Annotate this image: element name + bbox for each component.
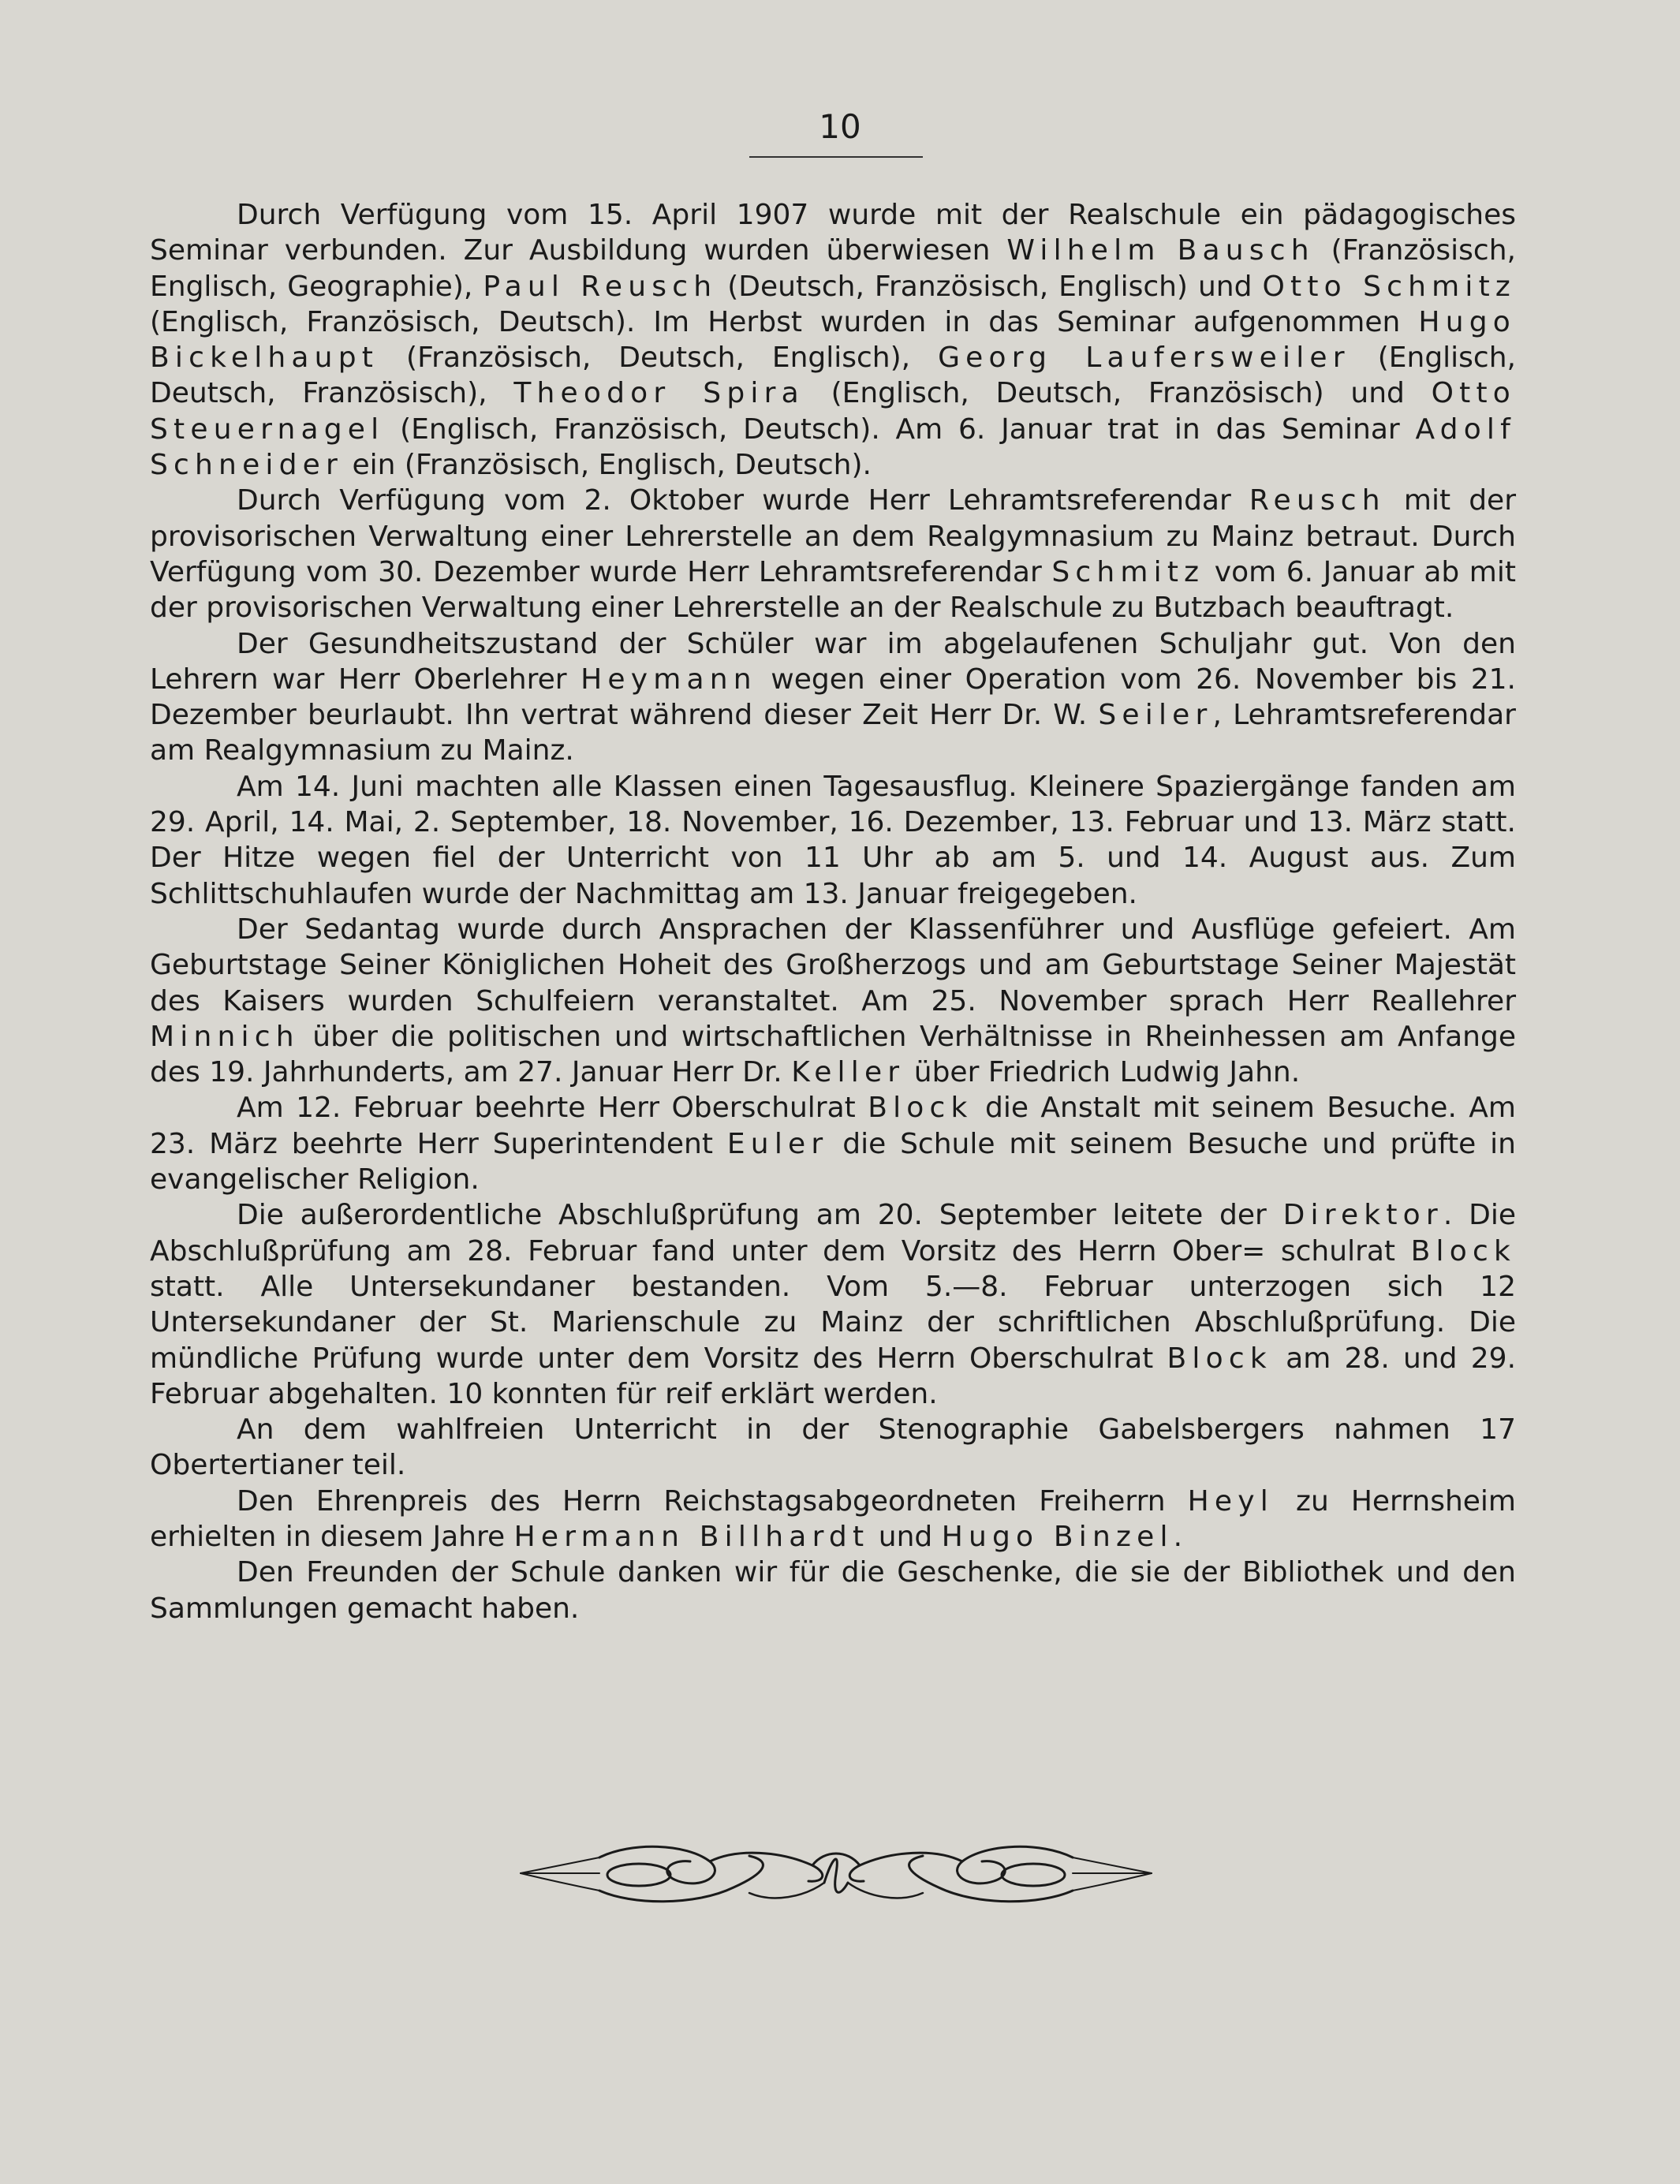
- text-run: Am 14. Juni machten alle Klassen einen Tagesausflug. Kleinere Spaziergänge fanden am 29. April, 14. Mai, 2. September, 18. November, 16. Dezember, 13. Februar und 13. März statt. Der Hitze wegen fiel der Unterricht von 11 Uhr ab am 5. und 14. August aus. Zum Schlittschuhlaufen wurde der Nachmittag am 13. Januar freigegeben.: [150, 770, 1516, 910]
- spaced-name: Block: [868, 1092, 973, 1125]
- paragraph: [150, 626, 1516, 769]
- spaced-name: Keller: [791, 1056, 905, 1089]
- spaced-name: Hermann Billhardt: [513, 1520, 870, 1553]
- spaced-name: Otto Steuernagel: [150, 377, 1517, 446]
- text-run: Den Ehrenpreis des Herrn Reichstagsabgeordneten Freiherrn: [237, 1484, 1188, 1518]
- page-number: 10: [819, 107, 861, 146]
- document-body: [150, 197, 1516, 1626]
- text-run: Die außerordentliche Abschlußprüfung am 20. September leitete der: [237, 1199, 1283, 1232]
- text-run: die Anstalt mit seinem Besuche. Am 23. März beehrte Herr Superintendent: [150, 1092, 1516, 1160]
- text-run: Der Sedantag wurde durch Ansprachen der Klassenführer und Ausflüge gefeiert. Am Geburtstage Seiner Königlichen Hoheit des Großherzogs und am Geburtstage Seiner Majestät des Kaisers wurden Schulfeiern veranstaltet. Am 25. November sprach Herr Reallehrer: [150, 913, 1516, 1017]
- text-run: über Friedrich Ludwig Jahn.: [905, 1056, 1301, 1089]
- paragraph: [150, 197, 1516, 483]
- spaced-name: Hugo Bickelhaupt: [150, 305, 1516, 375]
- text-run: (Französisch, Deutsch, Englisch),: [379, 342, 939, 375]
- paragraph: [150, 1484, 1516, 1555]
- text-run: . Die Abschlußprüfung am 28. Februar fand unter dem Vorsitz des Herrn Ober= schulrat: [150, 1199, 1516, 1267]
- spaced-name: Schmitz: [1051, 555, 1205, 588]
- paragraph: [150, 1197, 1516, 1412]
- text-run: zu Herrnsheim erhielten in diesem Jahre: [150, 1484, 1516, 1553]
- spaced-name: Bausch: [1177, 234, 1315, 267]
- spaced-name: Georg Laufersweiler: [938, 342, 1350, 375]
- text-run: und: [869, 1520, 942, 1553]
- page-number-rule: [749, 156, 923, 158]
- paragraph: [150, 1412, 1516, 1484]
- spaced-name: Seiler: [1098, 699, 1213, 732]
- spaced-name: Hugo Binzel: [941, 1520, 1174, 1553]
- spaced-name: Adolf Schneider: [150, 413, 1516, 482]
- text-run: (Deutsch, Französisch, Englisch) und: [717, 270, 1263, 303]
- text-run: Durch Verfügung vom 2. Oktober wurde Herr Lehramtsreferendar: [237, 484, 1249, 517]
- spaced-name: Wilhelm: [1006, 234, 1161, 267]
- text-run: vom 6. Januar ab mit der provisorischen Verwaltung einer Lehrerstelle an der Realschule zu Butzbach beauftragt.: [150, 555, 1516, 625]
- spaced-name: Otto Schmitz: [1262, 270, 1517, 303]
- text-run: .: [1173, 1520, 1183, 1553]
- spaced-name: Paul Reusch: [483, 270, 718, 303]
- spaced-name: Heymann: [581, 663, 757, 696]
- paragraph: [150, 769, 1516, 912]
- text-run: Der Gesundheitszustand der Schüler war im abgelaufenen Schuljahr gut. Von den Lehrern war Herr Oberlehrer: [150, 627, 1516, 696]
- spaced-name: Block: [1167, 1342, 1272, 1375]
- text-run: (Englisch, Französisch, Deutsch). Im Herbst wurden in das Seminar aufgenommen: [150, 305, 1419, 338]
- ornament-divider: [513, 1834, 1159, 1913]
- spaced-name: Theodor Spira: [513, 377, 805, 410]
- paragraph: [150, 1555, 1516, 1626]
- text-run: (Englisch, Deutsch, Französisch) und: [804, 377, 1432, 410]
- text-run: die Schule mit seinem Besuche und prüfte in evangelischer Religion.: [150, 1127, 1516, 1197]
- text-run: wegen einer Operation vom 26. November bis 21. Dezember beurlaubt. Ihn vertrat während dieser Zeit Herr Dr. W.: [150, 663, 1516, 732]
- paragraph: [150, 1090, 1516, 1197]
- text-run: Am 12. Februar beehrte Herr Oberschulrat: [237, 1092, 868, 1125]
- text-run: ein (Französisch, Englisch, Deutsch).: [343, 449, 872, 482]
- spaced-name: Heyl: [1187, 1484, 1274, 1518]
- spaced-name: Minnich: [150, 1020, 300, 1053]
- text-run: (Französisch, Englisch, Geographie),: [150, 234, 1516, 303]
- text-run: mit der provisorischen Verwaltung einer Lehrerstelle an dem Realgymnasium zu Mainz betraut. Durch Verfügung vom 30. Dezember wurde Herr Lehramtsreferendar: [150, 484, 1517, 588]
- text-run: , Lehramtsreferendar am Realgymnasium zu Mainz.: [150, 699, 1516, 767]
- text-run: am 28. und 29. Februar abgehalten. 10 konnten für reif erklärt werden.: [150, 1342, 1517, 1410]
- spaced-name: Euler: [726, 1127, 829, 1160]
- text-run: statt. Alle Untersekundaner bestanden. Vom 5.—8. Februar unterzogen sich 12 Untersekundaner der St. Marienschule zu Mainz der schriftlichen Abschlußprüfung. Die mündliche Prüfung wurde unter dem Vorsitz des Herrn Oberschulrat: [150, 1270, 1516, 1375]
- text-run: Durch Verfügung vom 15. April 1907 wurde mit der Realschule ein pädagogisches Seminar verbunden. Zur Ausbildung wurden überwiesen: [150, 199, 1516, 267]
- spaced-name: Direktor: [1282, 1199, 1443, 1232]
- text-run: Den Freunden der Schule danken wir für die Geschenke, die sie der Bibliothek und den Sammlungen gemacht haben.: [150, 1556, 1516, 1625]
- spaced-name: Block: [1410, 1234, 1516, 1267]
- spaced-name: Reusch: [1249, 484, 1386, 517]
- text-run: (Englisch, Französisch, Deutsch). Am 6. Januar trat in das Seminar: [384, 413, 1416, 446]
- text-run: [1161, 234, 1178, 267]
- paragraph: [150, 483, 1516, 625]
- text-run: über die politischen und wirtschaftlichen Verhältnisse in Rheinhessen am Anfange des 19. Jahrhunderts, am 27. Januar Herr Dr.: [150, 1020, 1516, 1089]
- text-run: (Englisch, Deutsch, Französisch),: [150, 342, 1516, 410]
- text-run: An dem wahlfreien Unterricht in der Stenographie Gabelsbergers nahmen 17 Obertertianer teil.: [150, 1413, 1516, 1482]
- paragraph: [150, 912, 1516, 1090]
